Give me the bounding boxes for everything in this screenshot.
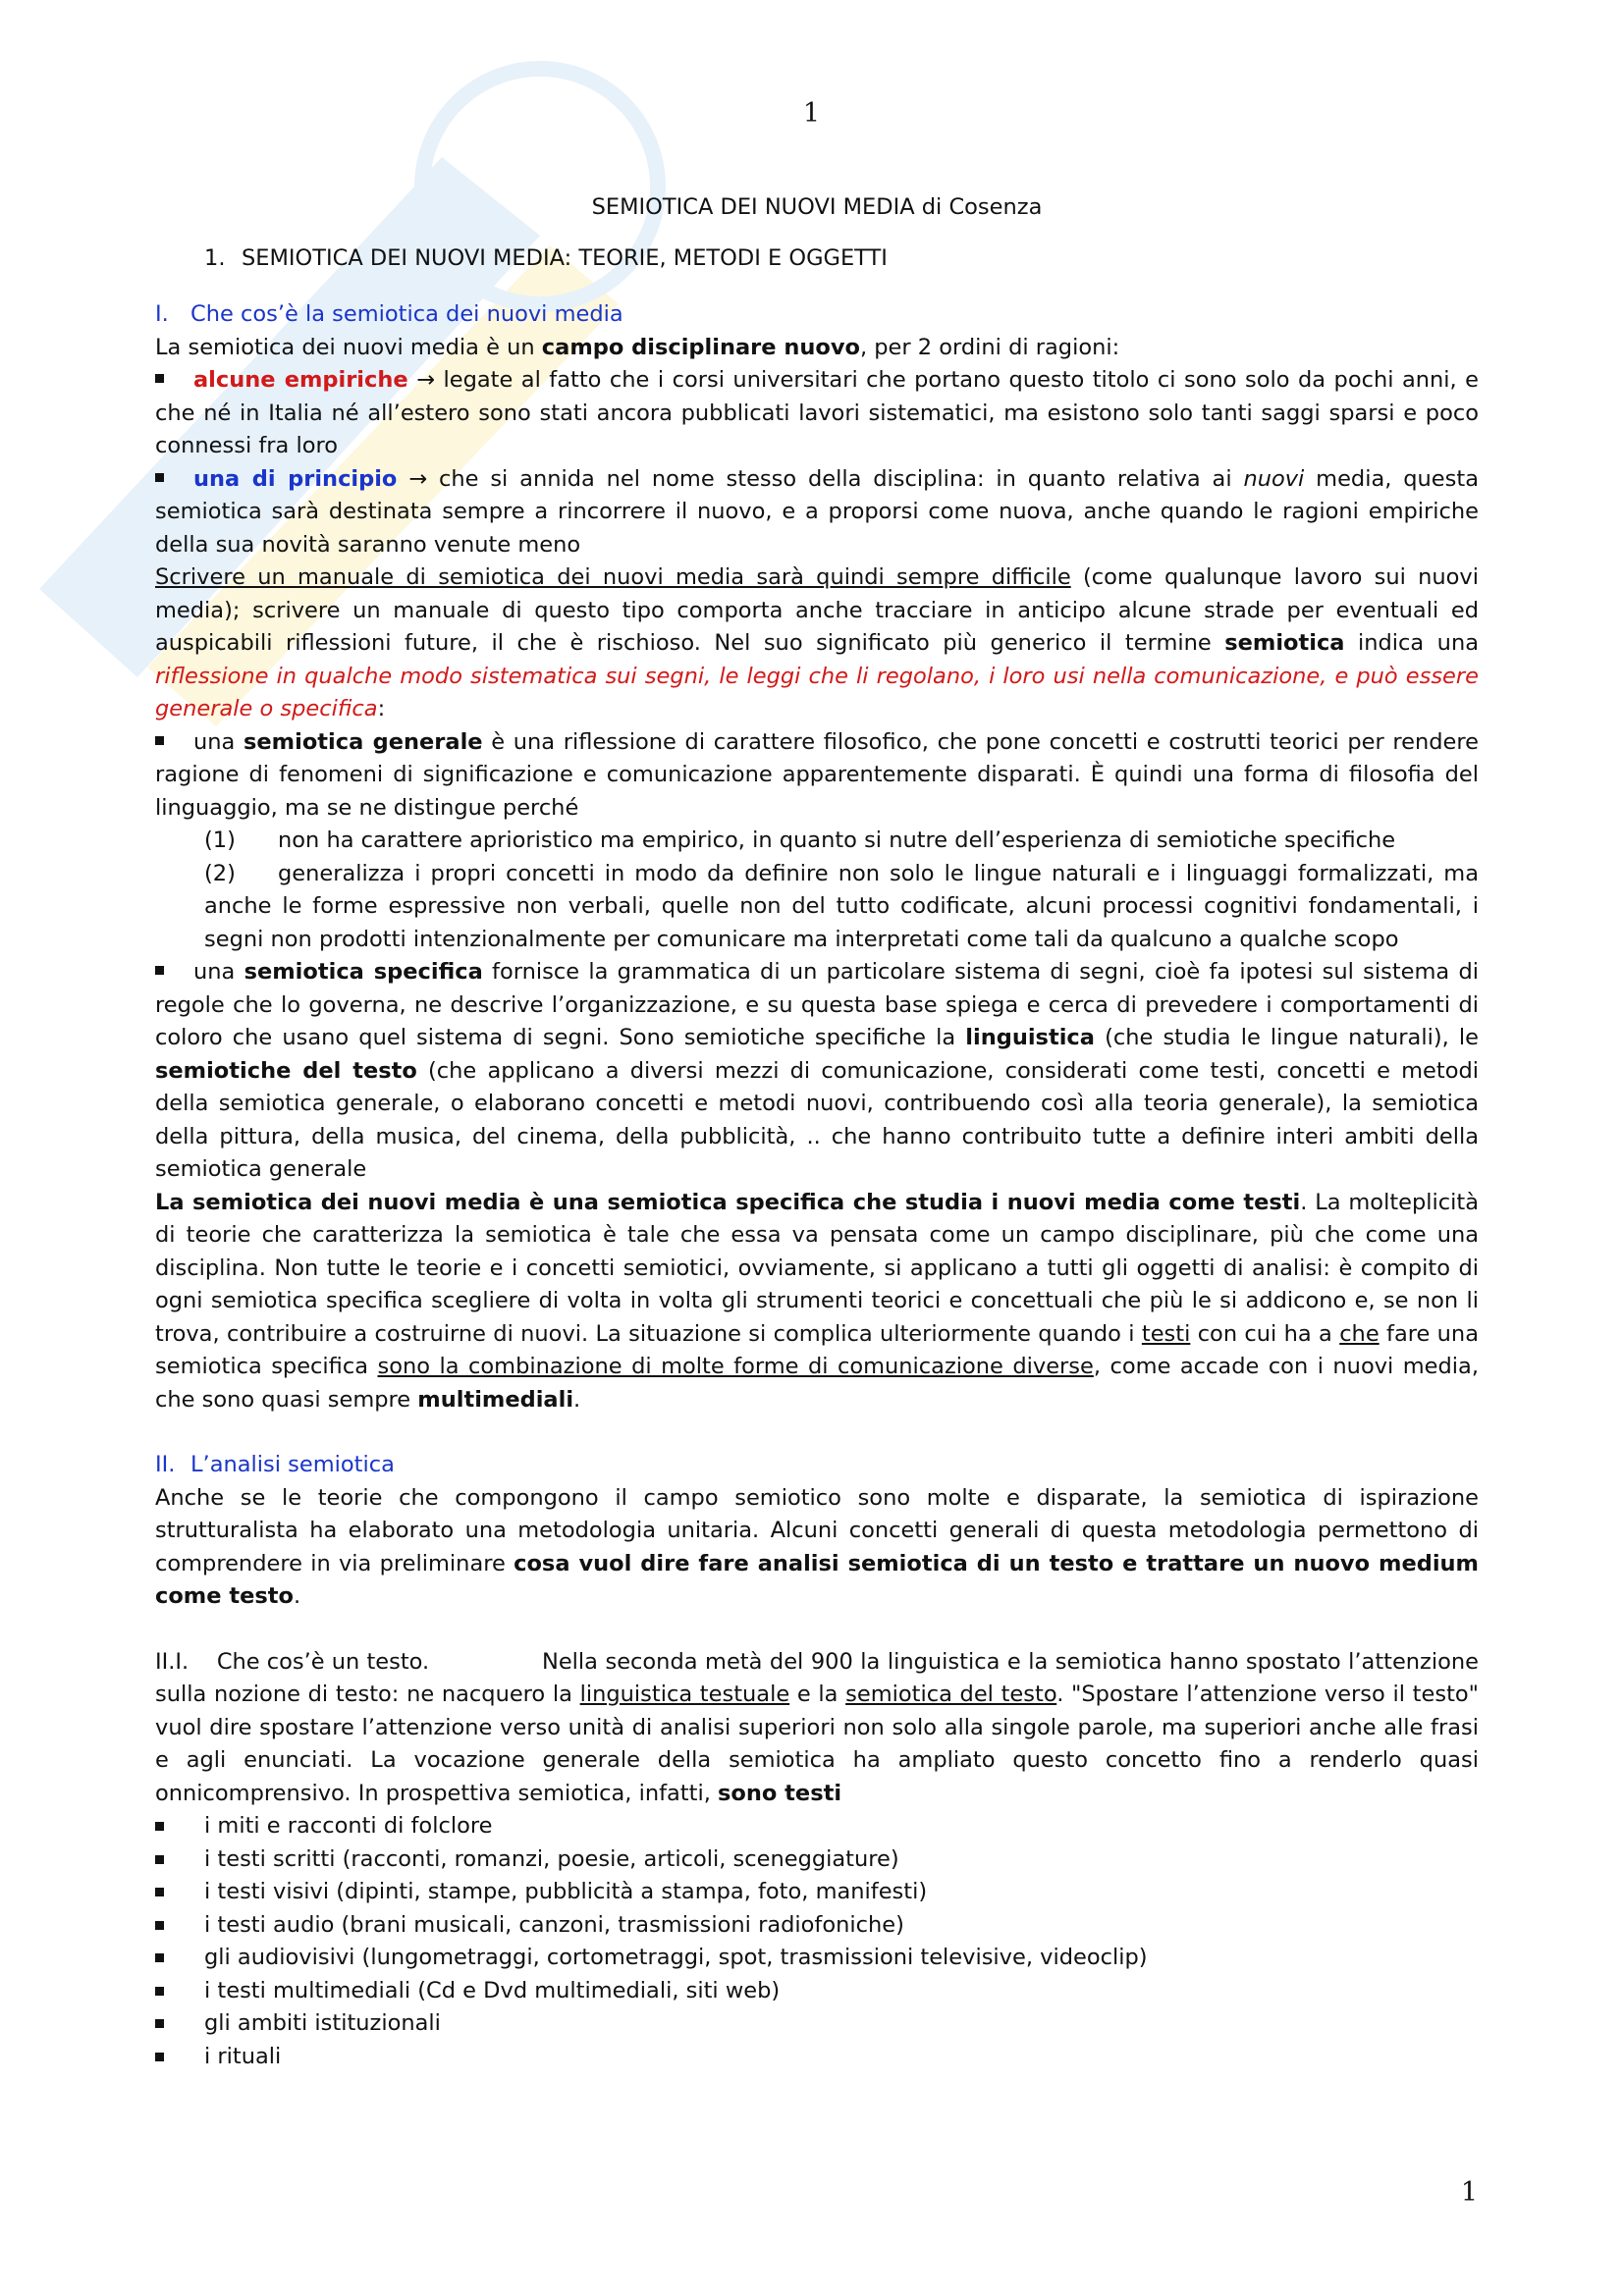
underlined-text: testi xyxy=(1141,1320,1191,1347)
bullet-item xyxy=(155,463,1479,562)
bullet-square-icon xyxy=(155,1855,164,1864)
text-run: (che studia le lingue naturali), le xyxy=(1094,1025,1479,1050)
bullet-item xyxy=(155,364,1479,463)
paragraph xyxy=(155,1187,1479,1417)
section-number: II. xyxy=(155,1452,176,1477)
bold-text: linguistica xyxy=(965,1025,1095,1050)
highlighted-definition: riflessione in qualche modo sistematica sui segni, le leggi che li regolano, i loro usi nella comunicazione, e può essere generale o specifica xyxy=(155,663,1479,721)
text-run: legate al fatto che i corsi universitari che portano questo titolo ci sono solo da pochi anni, e che né in Italia né all’estero sono stati ancora pubblicati lavori sistematici, ma esistono solo tanti saggi sparsi e poco connessi fra loro xyxy=(155,367,1479,458)
text-run: indica una xyxy=(1344,630,1479,656)
underlined-text: che xyxy=(1339,1320,1380,1347)
bullet-square-icon xyxy=(155,736,164,745)
bullet-square-icon xyxy=(155,2019,164,2028)
section-title: Che cos’è la semiotica dei nuovi media xyxy=(190,301,623,327)
text-run: Anche se le teorie che compongono il campo semiotico sono molte e disparate, la semiotica di ispirazione strutturalista ha elaborato una metodologia unitaria. Alcuni concetti generali di questa metodologia permettono di comprendere in via preliminare xyxy=(155,1484,1479,1576)
text-run: una xyxy=(193,728,244,755)
text-run: (che applicano a diversi mezzi di comunicazione, considerati come testi, concetti e metodi della semiotica generale, o elaborano concetti e metodi nuovi, contribuendo così alla teoria generale), la semiotica della pittura, della musica, del cinema, della pubblicità, .. che hanno contribuito tutte a definire interi ambiti della semiotica generale xyxy=(155,1057,1480,1182)
list-item xyxy=(155,1975,1479,2008)
list-item xyxy=(155,1876,1479,1909)
bold-text: multimediali xyxy=(417,1386,574,1413)
list-item-text: i testi audio (brani musicali, canzoni, trasmissioni radiofoniche) xyxy=(204,1911,904,1938)
bullet-square-icon xyxy=(155,1987,164,1996)
text-run: fare una semiotica specifica xyxy=(155,1320,1479,1379)
bold-text: semiotica generale xyxy=(243,728,483,755)
paragraph xyxy=(155,1482,1479,1614)
list-item-text: i testi scritti (racconti, romanzi, poesie, articoli, sceneggiature) xyxy=(204,1845,899,1872)
text-run: Nella seconda metà del 900 la linguistica e la semiotica hanno spostato l’attenzione sulla nozione di testo: ne nacquero la xyxy=(155,1648,1479,1707)
list-item-text: i miti e racconti di folclore xyxy=(204,1813,493,1839)
bullet-label: alcune empiriche xyxy=(193,367,408,393)
paragraph xyxy=(155,332,1479,365)
bold-text: sono testi xyxy=(718,1780,842,1806)
bullet-square-icon xyxy=(155,1953,164,1962)
bullet-square-icon xyxy=(155,966,164,975)
arrow-glyph: → xyxy=(407,367,444,393)
text-run: . xyxy=(293,1583,301,1609)
text-run: una xyxy=(193,959,244,985)
text-run: . "Spostare l’attenzione verso il testo" vuol dire spostare l’attenzione verso unità di analisi superiori non solo alla singole parole, ma superiori anche alle frasi e agli enunciati. La vocazione generale della semiotica ha ampliato questo concetto fino a renderlo quasi onnicomprensivo. In prospettiva semiotica, infatti, xyxy=(155,1682,1480,1806)
subsection-heading: II.I. Che cos’è un testo. xyxy=(155,1648,430,1675)
text-run: che si annida nel nome stesso della disciplina: in quanto relativa ai xyxy=(438,465,1244,492)
section-number: I. xyxy=(155,301,169,327)
chapter-number: 1. xyxy=(204,244,226,271)
page-number-top: 1 xyxy=(802,98,821,129)
spacer xyxy=(155,1614,1479,1646)
spacer xyxy=(155,1416,1479,1449)
list-item xyxy=(155,1909,1479,1943)
underlined-text: sono la combinazione di molte forme di comunicazione diverse xyxy=(377,1354,1094,1379)
document-body xyxy=(155,191,1479,2073)
bold-text: campo disciplinare nuovo xyxy=(541,334,860,360)
list-item xyxy=(155,2007,1479,2041)
list-item xyxy=(155,2041,1479,2074)
enum-marker: (2) xyxy=(204,860,236,886)
section-title: L’analisi semiotica xyxy=(190,1452,395,1477)
bullet-square-icon xyxy=(155,1888,164,1896)
section-heading-1 xyxy=(155,298,1479,332)
text-run: . La molteplicità di teorie che caratterizza la semiotica è tale che essa va pensata come un campo disciplinare, più che come una disciplina. Non tutte le teorie e i concetti semiotici, ovviamente, si applicano a tutti gli oggetti di analisi: è compito di ogni semiotica specifica scegliere di volta in volta gli strumenti teorici e concettuali che più le si addicono e, se non li trova, contribuire a costruirne di nuovi. La situazione si complica ulteriormente quando i xyxy=(155,1189,1479,1347)
text-run: : xyxy=(377,696,386,721)
arrow-glyph: → xyxy=(397,465,439,492)
bold-text: La semiotica dei nuovi media è una semiotica specifica che studia i nuovi media come testi xyxy=(155,1189,1301,1215)
paragraph xyxy=(155,1646,1479,1811)
text-run: media, questa semiotica sarà destinata sempre a rincorrere il nuovo, e a proporsi come nuova, anche quando le ragioni empiriche della sua novità saranno venute meno xyxy=(155,465,1479,558)
text-run: generalizza i propri concetti in modo da definire non solo le lingue naturali e i linguaggi formalizzati, ma anche le forme espressive non verbali, quelle non del tutto codificate, alcuni processi cognitivi fondamentali, i segni non prodotti intenzionalmente per comunicare ma interpretati come tali da qualcuno a qualche scopo xyxy=(204,860,1479,952)
bullet-square-icon xyxy=(155,2053,164,2061)
bullet-item xyxy=(155,726,1479,826)
text-run: fornisce la grammatica di un particolare sistema di segni, cioè fa ipotesi sul sistema di regole che lo governa, ne descrive l’organizzazione, e su questa base spiega e cerca di prevedere i comportamenti di coloro che usano quel sistema di segni. Sono semiotiche specifiche la xyxy=(155,959,1479,1050)
list-item-text: i testi multimediali (Cd e Dvd multimediali, siti web) xyxy=(204,1977,781,2003)
bullet-square-icon xyxy=(155,374,164,383)
enum-marker: (1) xyxy=(204,828,236,853)
text-run: è una riflessione di carattere filosofico, che pone concetti e costrutti teorici per rendere ragione di fenomeni di significazione e comunicazione apparentemente disparati. È quindi una forma di filosofia del linguaggio, ma se ne distingue perché xyxy=(155,728,1479,821)
bullet-label: una di principio xyxy=(193,465,398,492)
underlined-text: linguistica testuale xyxy=(579,1682,790,1707)
text-run: , come accade con i nuovi media, che sono quasi sempre xyxy=(155,1354,1479,1413)
text-types-list xyxy=(155,1810,1479,2073)
text-run: (come qualunque lavoro sui nuovi media); scrivere un manuale di questo tipo comporta anche tracciare in anticipo alcune strade per eventuali ed auspicabili riflessioni future, il che è rischioso. Nel suo significato più generico il termine xyxy=(155,564,1479,656)
underlined-text: semiotica del testo xyxy=(845,1682,1057,1707)
bold-text: cosa vuol dire fare analisi semiotica di un testo e trattare un nuovo medium come testo xyxy=(155,1550,1480,1609)
list-item-text: gli audiovisivi (lungometraggi, cortometraggi, spot, trasmissioni televisive, videoclip) xyxy=(204,1945,1148,1970)
list-item-text: i testi visivi (dipinti, stampe, pubblicità a stampa, foto, manifesti) xyxy=(204,1879,928,1904)
list-item xyxy=(155,1843,1479,1877)
list-item-text: gli ambiti istituzionali xyxy=(204,2010,441,2036)
text-run: , per 2 ordini di ragioni: xyxy=(859,334,1120,360)
bullet-square-icon xyxy=(155,1822,164,1831)
bullet-item xyxy=(155,956,1479,1187)
page-number-bottom: 1 xyxy=(1460,2177,1478,2208)
chapter-heading xyxy=(204,242,1479,276)
text-run: La semiotica dei nuovi media è un xyxy=(155,334,542,360)
bullet-square-icon xyxy=(155,473,164,482)
document-title: SEMIOTICA DEI NUOVI MEDIA di Cosenza xyxy=(591,194,1043,220)
bold-text: semiotiche del testo xyxy=(155,1057,417,1084)
chapter-title: SEMIOTICA DEI NUOVI MEDIA: TEORIE, METODI E OGGETTI xyxy=(242,244,888,271)
section-heading-2 xyxy=(155,1449,1479,1482)
text-run: non ha carattere aprioristico ma empirico, in quanto si nutre dell’esperienza di semiotiche specifiche xyxy=(278,828,1396,853)
list-item-text: i rituali xyxy=(204,2043,282,2069)
list-item xyxy=(155,1810,1479,1843)
bullet-square-icon xyxy=(155,1921,164,1930)
text-run: con cui ha a xyxy=(1190,1320,1340,1347)
text-run: e la xyxy=(789,1682,846,1707)
underlined-text: Scrivere un manuale di semiotica dei nuovi media sarà quindi sempre difficile xyxy=(155,564,1071,590)
list-item xyxy=(155,1942,1479,1975)
enumerated-item xyxy=(204,825,1479,858)
enumerated-item xyxy=(204,858,1479,957)
bold-text: semiotica specifica xyxy=(243,959,483,985)
italic-text: nuovi xyxy=(1243,465,1305,492)
bold-text: semiotica xyxy=(1224,630,1345,656)
text-run: . xyxy=(573,1386,581,1413)
paragraph xyxy=(155,561,1479,726)
